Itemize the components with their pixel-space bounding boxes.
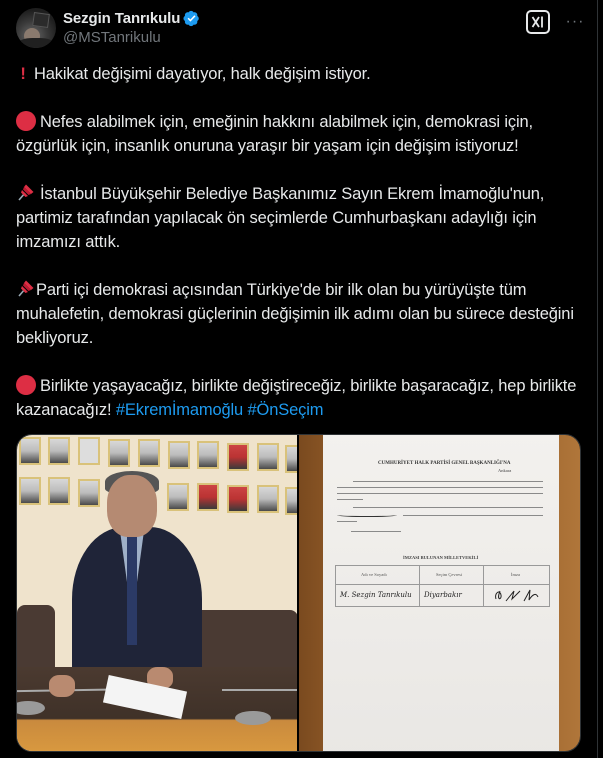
display-name-row: [63, 8, 200, 28]
avatar-sign: [32, 12, 50, 28]
portrait-frame: [48, 477, 70, 505]
tweet-paragraph: [16, 278, 586, 350]
signature-table: [335, 565, 550, 607]
handwritten-name-cell: M. Sezgin Tanrıkulu: [340, 591, 412, 599]
document-text-line: [337, 487, 543, 488]
document-title: CUMHURİYET HALK PARTİSİ GENEL BAŞKANLIĞI'NA: [378, 461, 511, 466]
tweet-paragraph: [16, 110, 586, 158]
document-text-line: [353, 481, 543, 482]
portrait-frame: [285, 445, 297, 473]
avatar-shirt: [18, 38, 54, 48]
signed-document: [323, 435, 559, 751]
media-grid: [16, 434, 581, 752]
portrait-frame: [285, 487, 297, 515]
paragraph-text: Birlikte yaşayacağız, birlikte değiştireceğiz, birlikte başaracağız, hep birlikte kazanacağız!: [16, 377, 577, 419]
document-text-line: [351, 531, 401, 532]
man-head: [107, 475, 157, 537]
table-header: Seçim Çevresi: [436, 572, 463, 577]
more-icon: ···: [565, 13, 585, 30]
signature-icon: [492, 587, 542, 603]
display-name[interactable]: Sezgin Tanrıkulu: [63, 9, 181, 27]
man-tie: [127, 535, 137, 645]
portrait-frame: [78, 437, 100, 465]
document-city: Ankara: [498, 468, 512, 473]
portrait-frame: [227, 443, 249, 471]
portrait-frame: [19, 437, 41, 465]
hashtag-link[interactable]: #ÖnSeçim: [247, 401, 324, 419]
handwritten-district-cell: Diyarbakır: [424, 591, 462, 599]
timeline-border: [597, 0, 598, 758]
tweet-header: [16, 8, 591, 48]
document-section: İMZASI BULUNAN MİLLETVEKİLİ: [403, 555, 479, 560]
portrait-frame: [257, 443, 279, 471]
tweet-paragraph: [16, 374, 586, 422]
document-text-line: [337, 499, 363, 500]
left-hand: [49, 675, 75, 697]
portrait-frame: [227, 485, 249, 513]
document-text-line: [337, 493, 543, 494]
pushpin-icon: [16, 182, 36, 202]
portrait-frame: [197, 483, 219, 511]
portrait-frame: [78, 479, 100, 507]
portrait-frame: [167, 483, 189, 511]
pushpin-icon: [16, 278, 36, 298]
paragraph-text: Nefes alabilmek için, emeğinin hakkını alabilmek için, demokrasi için, özgürlük için, insanlık onuruna yaraşır bir yaşam için değişim istiyoruz!: [16, 113, 533, 155]
avatar[interactable]: [16, 8, 56, 48]
portrait-frame: [48, 437, 70, 465]
red-circle-icon: [16, 111, 36, 131]
portrait-frame: [138, 439, 160, 467]
grok-button[interactable]: [526, 10, 550, 34]
author-handle[interactable]: @MSTanrikulu: [63, 29, 161, 46]
paragraph-text: Hakikat değişimi dayatıyor, halk değişim istiyor.: [34, 65, 371, 83]
photo-document[interactable]: [299, 435, 580, 751]
tweet-paragraph: [16, 182, 586, 254]
red-exclamation-icon: !: [20, 65, 26, 83]
more-button[interactable]: [563, 10, 587, 34]
table-header: Adı ve Soyadı: [361, 572, 387, 577]
verified-badge-icon[interactable]: [183, 10, 200, 27]
table-header: İmza: [511, 572, 520, 577]
hashtag-link[interactable]: #Ekremİmamoğlu: [115, 401, 244, 419]
red-circle-icon: [16, 375, 36, 395]
portrait-frame: [197, 441, 219, 469]
photo-signing[interactable]: [17, 435, 297, 751]
portrait-frame: [168, 441, 190, 469]
portrait-frame: [19, 477, 41, 505]
portrait-frame: [108, 439, 130, 467]
grok-icon: [531, 15, 545, 29]
tweet-paragraph: [16, 62, 586, 86]
author-block: [63, 8, 200, 46]
handwritten-name: [337, 512, 397, 517]
document-text-line: [403, 515, 543, 516]
microphone-base: [235, 711, 271, 725]
document-text-line: [337, 521, 357, 522]
paragraph-text: İstanbul Büyükşehir Belediye Başkanımız Sayın Ekrem İmamoğlu'nun, partimiz tarafından yapılacak ön seçimlerde Cumhurbaşkanı adaylığı için imzamızı attık.: [16, 185, 545, 251]
tweet-text: [16, 62, 586, 422]
microphone-arm: [222, 689, 297, 691]
document-text-line: [353, 507, 543, 508]
portrait-frame: [257, 485, 279, 513]
paragraph-text: Parti içi demokrasi açısından Türkiye'de bir ilk olan bu yürüyüşte tüm muhalefetin, demokrasi güçlerinin değişimin ilk adımı olan bu sürece desteğini bekliyoruz.: [16, 281, 574, 347]
